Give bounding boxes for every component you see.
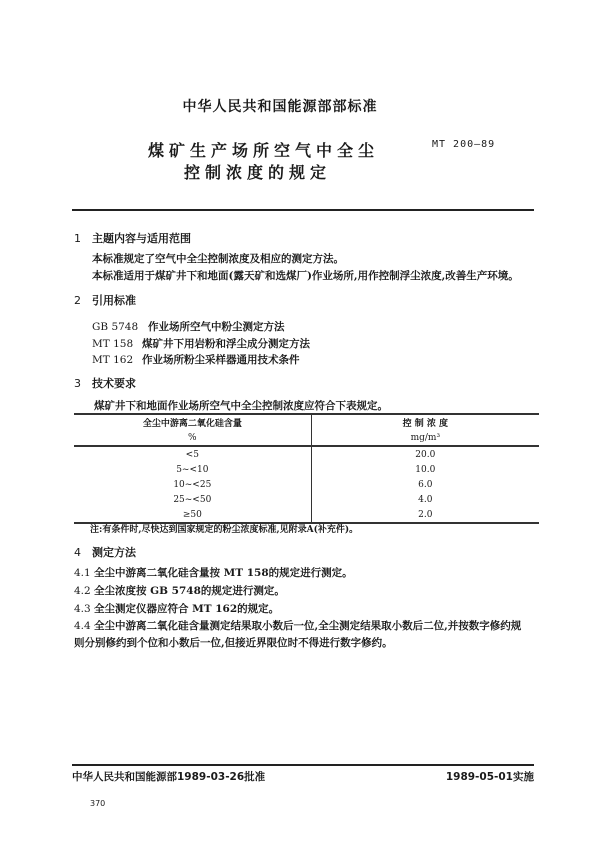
item-number: 4.2 (74, 585, 91, 597)
silica-cell: 10~<25 (74, 477, 311, 492)
column-header-silica: 全尘中游离二氧化硅含量 (74, 414, 311, 430)
reference-code: MT 162 (92, 354, 134, 366)
method-item (74, 618, 521, 633)
approval-date: 中华人民共和国能源部1989-03-26批准 (72, 771, 266, 783)
item-number: 4.4 (74, 620, 91, 632)
concentration-cell: 6.0 (418, 479, 433, 490)
silica-cell: 25~<50 (74, 492, 311, 507)
reference-item (92, 319, 285, 334)
table-row (74, 477, 539, 492)
concentration-cell: 10.0 (415, 464, 436, 475)
item-number: 4.3 (74, 603, 91, 615)
reference-item (92, 336, 310, 351)
table-row (74, 507, 539, 523)
section-1-paragraph-1: 本标准规定了空气中全尘控制浓度及相应的测定方法。 (92, 253, 344, 265)
section-number: 4 (74, 546, 81, 559)
section-2-heading (74, 292, 136, 308)
footer-divider (72, 764, 534, 766)
table-row (74, 462, 539, 477)
section-3-heading (74, 375, 136, 391)
item-text: 全尘测定仪器应符合 MT 162的规定。 (94, 603, 280, 615)
concentration-cell: 4.0 (418, 494, 433, 505)
section-number: 3 (74, 377, 81, 390)
method-item (74, 601, 279, 616)
silica-cell: ≥50 (74, 507, 311, 523)
section-title: 主题内容与适用范围 (92, 232, 191, 245)
reference-item (92, 352, 300, 367)
page-number: 370 (90, 799, 106, 808)
section-title: 引用标准 (92, 294, 136, 307)
issuing-organization: 中华人民共和国能源部部标准 (182, 99, 378, 115)
header-divider (72, 209, 534, 211)
table-row (74, 446, 539, 462)
column-unit-silica: % (74, 430, 311, 446)
document-title-line2: 控制浓度的规定 (184, 163, 332, 182)
section-3-intro: 煤矿井下和地面作业场所空气中全尘控制浓度应符合下表规定。 (94, 400, 388, 412)
method-item-continuation: 则分别修约到个位和小数后一位,但接近界限位时不得进行数字修约。 (74, 637, 393, 649)
section-number: 1 (74, 232, 81, 245)
method-item (74, 565, 353, 580)
section-title: 测定方法 (92, 546, 136, 559)
dust-concentration-table (74, 413, 539, 524)
item-text: 全尘浓度按 GB 5748的规定进行测定。 (94, 585, 285, 597)
concentration-cell: 2.0 (311, 507, 539, 523)
document-title-line1: 煤矿生产场所空气中全尘 (148, 141, 380, 160)
item-text: 全尘中游离二氧化硅含量测定结果取小数后一位,全尘测定结果取小数后二位,并按数字修约规 (94, 620, 522, 632)
standard-code: MT 200—89 (432, 139, 496, 150)
section-number: 2 (74, 294, 81, 307)
section-1-paragraph-2: 本标准适用于煤矿井下和地面(露天矿和选煤厂)作业场所,用作控制浮尘浓度,改善生产环境。 (92, 270, 519, 282)
section-title: 技术要求 (92, 377, 136, 390)
table-row (74, 492, 539, 507)
silica-cell: <5 (74, 446, 311, 462)
section-1-heading (74, 230, 191, 246)
concentration-cell: 20.0 (415, 449, 436, 460)
method-item (74, 583, 285, 598)
column-header-concentration: 控 制 浓 度 (311, 414, 539, 430)
column-unit-concentration: mg/m³ (311, 430, 539, 446)
item-text: 全尘中游离二氧化硅含量按 MT 158的规定进行测定。 (94, 567, 353, 579)
reference-code: MT 158 (92, 338, 134, 350)
item-number: 4.1 (74, 567, 91, 579)
reference-code: GB 5748 (92, 321, 139, 333)
implementation-date: 1989-05-01实施 (445, 771, 534, 783)
silica-cell: 5~<10 (74, 462, 311, 477)
reference-title: 作业场所空气中粉尘测定方法 (148, 321, 285, 333)
reference-title: 作业场所粉尘采样器通用技术条件 (142, 354, 300, 366)
reference-title: 煤矿井下用岩粉和浮尘成分测定方法 (142, 338, 310, 350)
table-note: 注:有条件时,尽快达到国家规定的粉尘浓度标准,见附录A(补充件)。 (90, 525, 359, 535)
section-4-heading (74, 544, 136, 560)
